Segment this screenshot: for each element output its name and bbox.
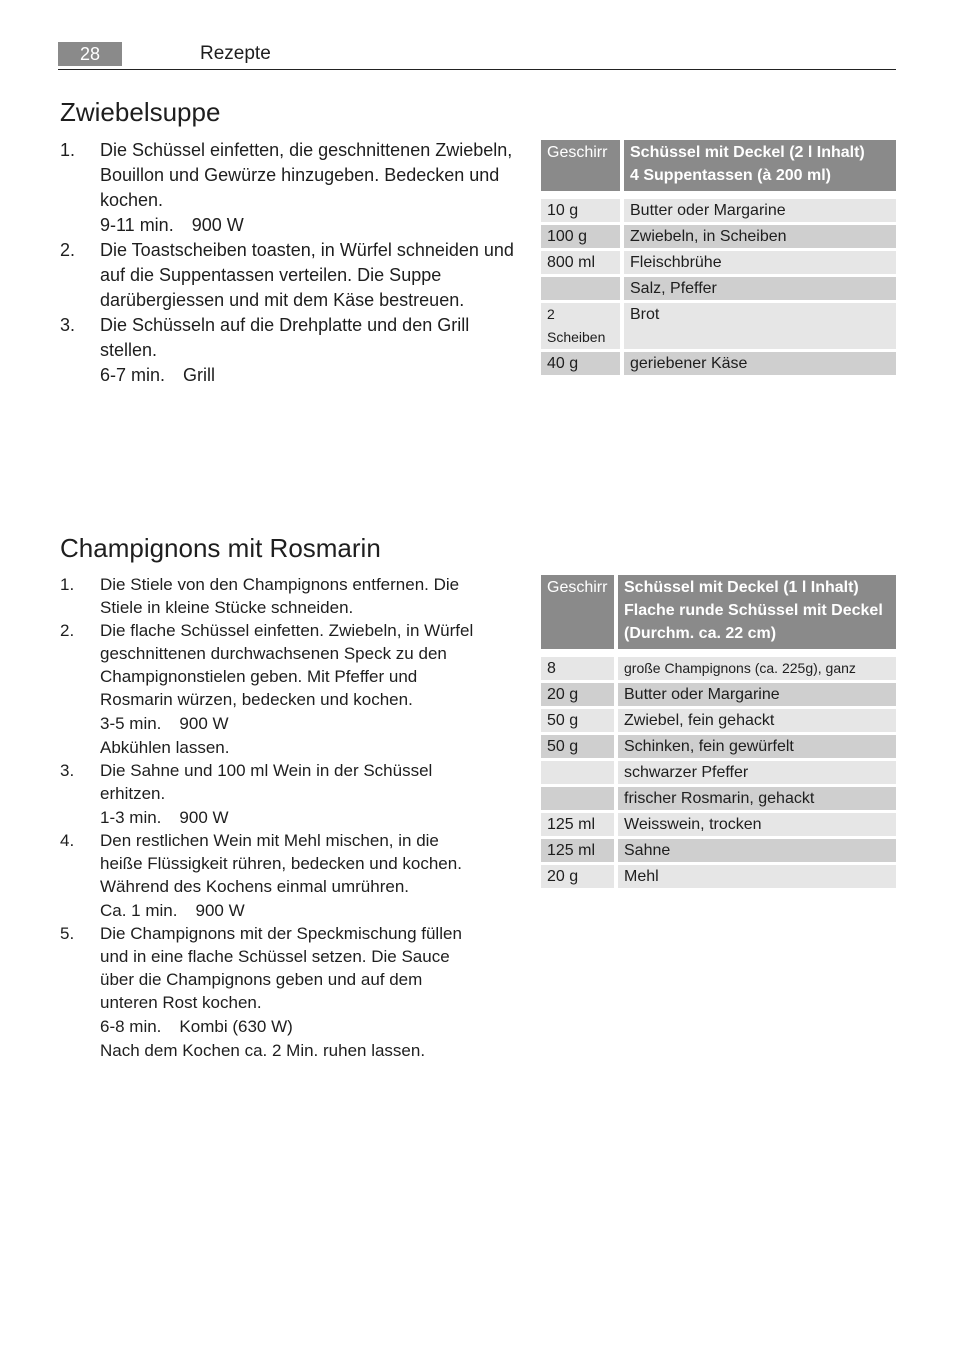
ingredient-item: Salz, Pfeffer [624, 277, 896, 300]
ingredient-item: Zwiebel, fein gehackt [618, 709, 896, 732]
step-number: 5. [60, 924, 75, 943]
table-row [541, 839, 896, 862]
step-power: 900 W [191, 215, 244, 235]
table-row [541, 865, 896, 888]
header-value-line: 4 Suppentassen (à 200 ml) [630, 167, 831, 184]
step-number: 1. [60, 575, 75, 594]
table-row [541, 761, 896, 784]
step-power: 900 W [179, 808, 229, 827]
header-value-line: Schüssel mit Deckel (2 l Inhalt) [630, 144, 865, 161]
ingredient-qty: 20 g [541, 683, 618, 706]
header-label: Geschirr [541, 140, 624, 191]
table-row [541, 813, 896, 836]
step-text: Den restlichen Wein mit Mehl mischen, in die heiße Flüssigkeit rühren, bedecken und kochen. Während des Kochens einmal umrühren. [100, 831, 462, 896]
step-number: 2. [60, 240, 76, 260]
step [60, 313, 520, 388]
step [60, 922, 480, 1062]
ingredient-item: frischer Rosmarin, gehackt [618, 787, 896, 810]
step-text: Die Schüsseln auf die Drehplatte und den Grill stellen. [100, 315, 470, 360]
ingredient-item: große Champignons (ca. 225g), ganz [618, 657, 896, 680]
step-timing [100, 899, 480, 922]
table-header-row [541, 575, 896, 649]
step-power: 900 W [195, 901, 245, 920]
step-number: 4. [60, 831, 75, 850]
ingredient-qty: 100 g [541, 225, 624, 248]
header-value [624, 140, 896, 191]
table-row [541, 709, 896, 732]
ingredient-qty [541, 277, 624, 300]
recipe-title-zwiebelsuppe: Zwiebelsuppe [60, 97, 221, 127]
ingredient-item: Sahne [618, 839, 896, 862]
ingredient-qty: 800 ml [541, 251, 624, 274]
step-time: 1-3 min. [100, 808, 162, 827]
header-value-line: Schüssel mit Deckel (1 l Inhalt) [624, 579, 859, 596]
step-power: 900 W [179, 714, 229, 733]
step-timing [100, 363, 520, 388]
table-row [541, 735, 896, 758]
step-text: Die Schüssel einfetten, die geschnittenen Zwiebeln, Bouillon und Gewürze hinzugeben. Bedecken und kochen. [100, 140, 513, 210]
table-row [541, 225, 896, 248]
step [60, 238, 520, 313]
page-header [58, 42, 896, 70]
ingredient-qty: 40 g [541, 352, 624, 375]
table-row [541, 683, 896, 706]
step-number: 3. [60, 315, 76, 335]
header-value [618, 575, 896, 649]
ingredient-item: Butter oder Margarine [618, 683, 896, 706]
header-value-line: Flache runde Schüssel mit Deckel [624, 602, 883, 619]
ingredient-item: Mehl [618, 865, 896, 888]
ingredient-item: Weisswein, trocken [618, 813, 896, 836]
table-row [541, 199, 896, 222]
ingredient-item: Zwiebeln, in Scheiben [624, 225, 896, 248]
step-timing [100, 806, 480, 829]
ingredients-table-zwiebelsuppe [541, 137, 896, 378]
step-number: 1. [60, 140, 76, 160]
ingredient-qty [541, 761, 618, 784]
step-power: Grill [183, 365, 216, 385]
page-number: 28 [58, 42, 122, 66]
step-time: 6-8 min. [100, 1017, 162, 1036]
step-timing [100, 213, 520, 238]
step-time: 3-5 min. [100, 714, 162, 733]
ingredient-item: schwarzer Pfeffer [618, 761, 896, 784]
step-text: Die Sahne und 100 ml Wein in der Schüssel erhitzen. [100, 761, 433, 803]
ingredient-item: Butter oder Margarine [624, 199, 896, 222]
table-row [541, 277, 896, 300]
ingredient-qty: 2 Scheiben [541, 303, 624, 349]
step [60, 619, 480, 759]
ingredient-qty [541, 787, 618, 810]
ingredient-item: Fleischbrühe [624, 251, 896, 274]
section-title: Rezepte [200, 43, 271, 64]
recipe-steps-zwiebelsuppe [60, 138, 520, 388]
step-time: 9-11 min. [100, 215, 174, 235]
table-header-row [541, 140, 896, 191]
recipe-title-champignons: Champignons mit Rosmarin [60, 533, 381, 563]
step-number: 2. [60, 621, 75, 640]
ingredient-item: geriebener Käse [624, 352, 896, 375]
header-value-line: (Durchm. ca. 22 cm) [624, 625, 777, 642]
ingredient-qty: 8 [541, 657, 618, 680]
step-note: Nach dem Kochen ca. 2 Min. ruhen lassen. [100, 1041, 426, 1060]
ingredient-qty: 50 g [541, 735, 618, 758]
step-note: Abkühlen lassen. [100, 738, 230, 757]
ingredients-table-champignons [541, 572, 896, 891]
step-text: Die Toastscheiben toasten, in Würfel schneiden und auf die Suppentassen verteilen. Die Suppe darübergiessen und mit dem Käse bestreuen. [100, 240, 514, 310]
table-row [541, 251, 896, 274]
step-time: Ca. 1 min. [100, 901, 178, 920]
step [60, 573, 480, 619]
step [60, 829, 480, 922]
step-timing [100, 1015, 480, 1038]
step-timing [100, 712, 480, 735]
step-time: 6-7 min. [100, 365, 166, 385]
ingredient-item: Schinken, fein gewürfelt [618, 735, 896, 758]
step-text: Die flache Schüssel einfetten. Zwiebeln, in Würfel geschnittenen durchwachsenen Speck zu den Champignonstielen geben. Mit Pfeffer und Rosmarin würzen, bedecken und kochen. [100, 621, 474, 709]
recipe-steps-champignons [60, 573, 480, 1062]
ingredient-qty: 50 g [541, 709, 618, 732]
step [60, 759, 480, 829]
step-text: Die Champignons mit der Speckmischung füllen und in eine flache Schüssel setzen. Die Sauce über die Champignons geben und auf dem unteren Rost kochen. [100, 924, 462, 1012]
ingredient-qty: 20 g [541, 865, 618, 888]
ingredient-qty: 125 ml [541, 813, 618, 836]
table-row [541, 352, 896, 375]
step-text: Die Stiele von den Champignons entfernen. Die Stiele in kleine Stücke schneiden. [100, 575, 460, 617]
table-row [541, 657, 896, 680]
ingredient-qty: 10 g [541, 199, 624, 222]
ingredient-item: Brot [624, 303, 896, 349]
table-row [541, 303, 896, 349]
step-number: 3. [60, 761, 75, 780]
header-label: Geschirr [541, 575, 618, 649]
ingredient-qty: 125 ml [541, 839, 618, 862]
step-power: Kombi (630 W) [179, 1017, 293, 1036]
table-row [541, 787, 896, 810]
step [60, 138, 520, 238]
